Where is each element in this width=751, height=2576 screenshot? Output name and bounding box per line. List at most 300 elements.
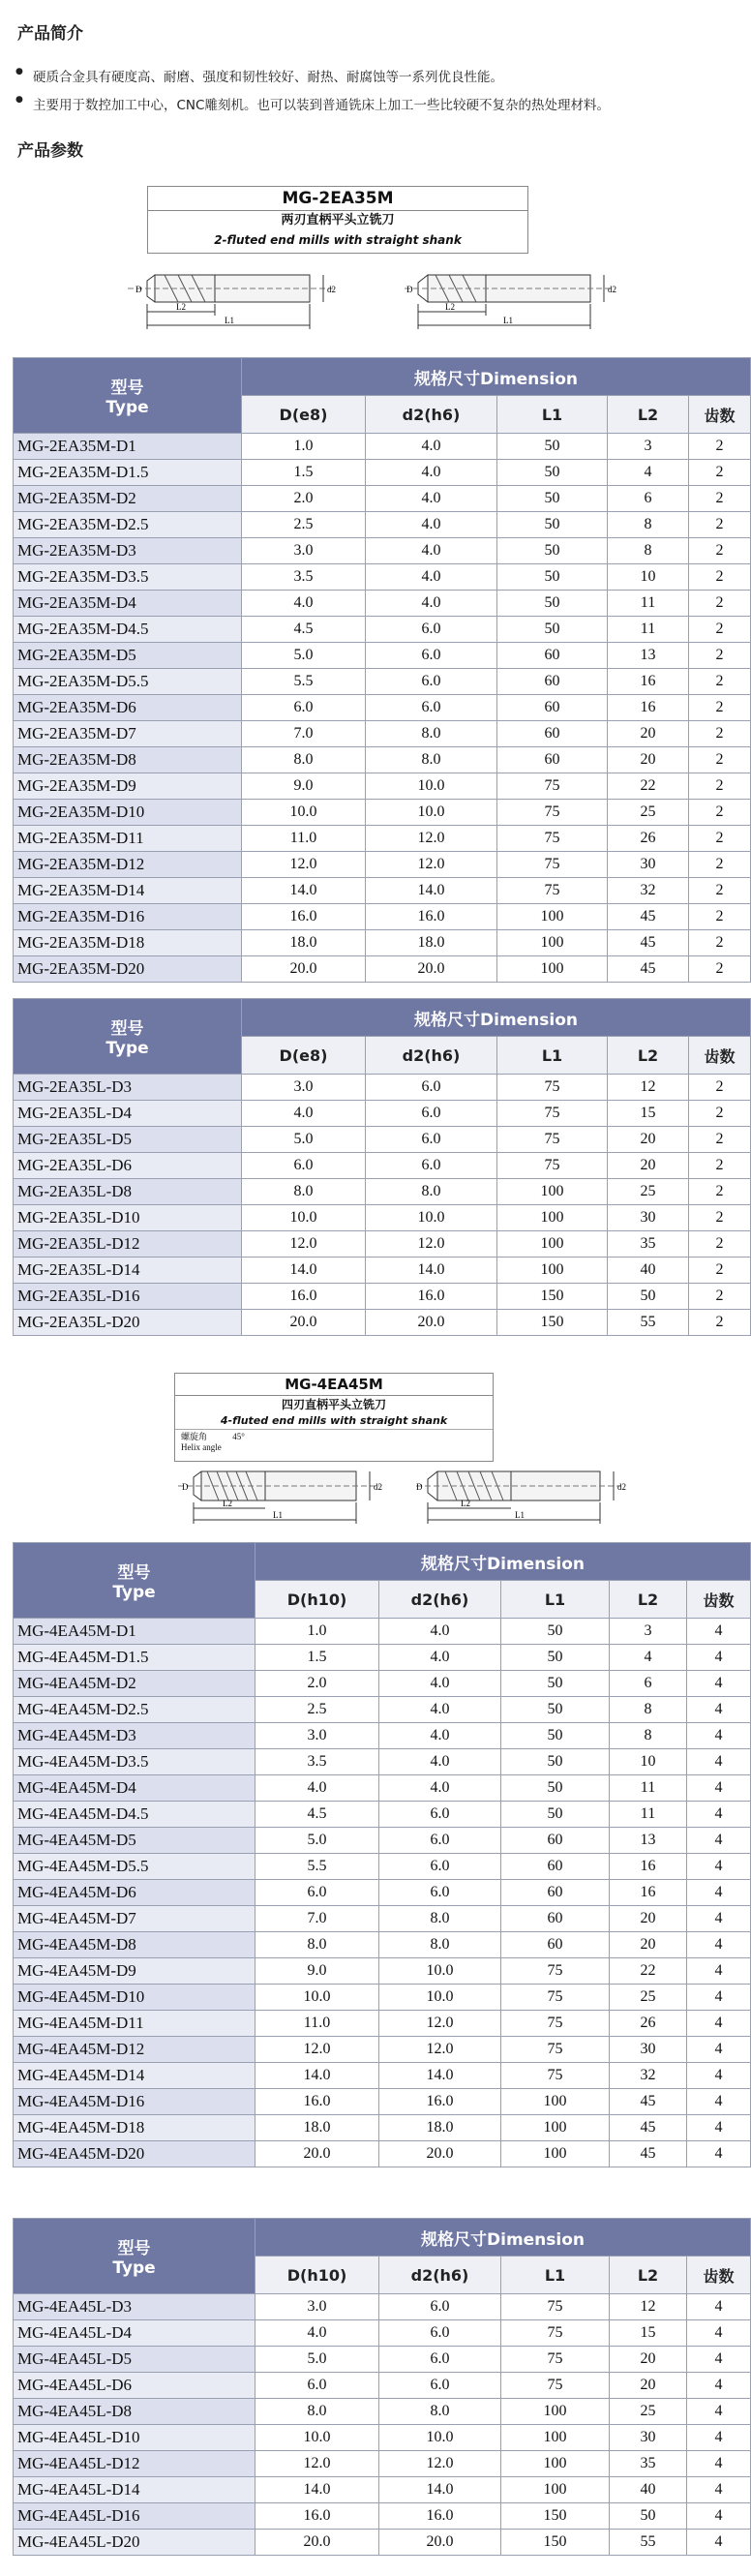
l2-cell: 10 bbox=[608, 564, 689, 591]
d2-cell: 18.0 bbox=[379, 2115, 501, 2141]
d-cell: 2.5 bbox=[255, 1697, 379, 1723]
flutes-cell: 4 bbox=[687, 1906, 751, 1932]
flutes-cell: 4 bbox=[687, 2320, 751, 2347]
d2-cell: 4.0 bbox=[366, 434, 497, 460]
col-header-l1: L1 bbox=[501, 1581, 610, 1619]
l2-cell: 16 bbox=[608, 695, 689, 721]
d2-cell: 20.0 bbox=[379, 2141, 501, 2167]
l1-cell: 75 bbox=[497, 852, 608, 878]
l1-cell: 60 bbox=[501, 1880, 610, 1906]
flutes-cell: 4 bbox=[687, 1880, 751, 1906]
l1-cell: 75 bbox=[501, 2373, 610, 2399]
type-cell: MG-4EA45L-D3 bbox=[14, 2294, 255, 2320]
table-row bbox=[14, 1880, 751, 1906]
end-mill-diagram-2flute-a bbox=[108, 263, 360, 333]
diagram-label-d2: d2 bbox=[327, 285, 336, 294]
col-header-l2: L2 bbox=[610, 1581, 687, 1619]
l1-cell: 150 bbox=[497, 1284, 608, 1310]
type-cell: MG-4EA45M-D2 bbox=[14, 1671, 255, 1697]
l2-cell: 4 bbox=[608, 460, 689, 486]
type-header bbox=[14, 2219, 255, 2294]
d-cell: 5.5 bbox=[242, 669, 366, 695]
flutes-cell: 4 bbox=[687, 1645, 751, 1671]
flutes-cell: 4 bbox=[687, 1932, 751, 1958]
table-row bbox=[14, 460, 751, 486]
type-label-en: Type bbox=[112, 1583, 156, 1602]
flutes-cell: 4 bbox=[687, 2399, 751, 2425]
l1-cell: 75 bbox=[501, 2011, 610, 2037]
d-cell: 3.0 bbox=[255, 1723, 379, 1749]
product-model: MG-2EA35M bbox=[148, 187, 527, 211]
d-cell: 3.5 bbox=[255, 1749, 379, 1775]
d2-cell: 4.0 bbox=[366, 564, 497, 591]
l2-cell: 20 bbox=[610, 2347, 687, 2373]
d-cell: 20.0 bbox=[242, 956, 366, 983]
table-row bbox=[14, 1127, 751, 1153]
flutes-cell: 2 bbox=[689, 878, 751, 904]
col-header-flutes: 齿数 bbox=[689, 1037, 751, 1075]
type-cell: MG-2EA35M-D12 bbox=[14, 852, 242, 878]
flutes-cell: 4 bbox=[687, 2347, 751, 2373]
d2-cell: 6.0 bbox=[379, 2320, 501, 2347]
type-header bbox=[14, 358, 242, 434]
table-row bbox=[14, 1828, 751, 1854]
d-cell: 16.0 bbox=[242, 1284, 366, 1310]
d-cell: 7.0 bbox=[242, 721, 366, 747]
type-cell: MG-2EA35M-D7 bbox=[14, 721, 242, 747]
d-cell: 4.5 bbox=[242, 617, 366, 643]
l1-cell: 100 bbox=[501, 2451, 610, 2477]
diagram-label-d: D bbox=[406, 285, 413, 294]
flutes-cell: 4 bbox=[687, 2503, 751, 2530]
type-cell: MG-2EA35M-D6 bbox=[14, 695, 242, 721]
type-label-cn: 型号 bbox=[117, 1563, 151, 1583]
col-header-d: D(h10) bbox=[255, 1581, 379, 1619]
d2-cell: 14.0 bbox=[379, 2477, 501, 2503]
d-cell: 3.0 bbox=[242, 538, 366, 564]
flutes-cell: 4 bbox=[687, 2089, 751, 2115]
table-row bbox=[14, 773, 751, 800]
type-cell: MG-2EA35L-D14 bbox=[14, 1258, 242, 1284]
type-cell: MG-2EA35L-D5 bbox=[14, 1127, 242, 1153]
type-cell: MG-4EA45M-D4 bbox=[14, 1775, 255, 1802]
end-mill-diagram-4flute-b bbox=[406, 1464, 639, 1528]
d-cell: 3.0 bbox=[242, 1075, 366, 1101]
l1-cell: 50 bbox=[497, 617, 608, 643]
col-header-d: D(h10) bbox=[255, 2257, 379, 2294]
type-cell: MG-4EA45M-D5 bbox=[14, 1828, 255, 1854]
d-cell: 14.0 bbox=[255, 2477, 379, 2503]
l2-cell: 25 bbox=[610, 2399, 687, 2425]
type-cell: MG-4EA45M-D14 bbox=[14, 2063, 255, 2089]
table-row bbox=[14, 2063, 751, 2089]
d-cell: 5.0 bbox=[242, 643, 366, 669]
diagram-label-l1: L1 bbox=[515, 1510, 525, 1520]
l2-cell: 45 bbox=[610, 2115, 687, 2141]
type-cell: MG-4EA45M-D9 bbox=[14, 1958, 255, 1985]
dimension-header: 规格尺寸Dimension bbox=[242, 999, 751, 1037]
l2-cell: 32 bbox=[610, 2063, 687, 2089]
helix-value: 45° bbox=[232, 1432, 245, 1441]
flutes-cell: 4 bbox=[687, 2037, 751, 2063]
flutes-cell: 4 bbox=[687, 1802, 751, 1828]
table-row bbox=[14, 1958, 751, 1985]
l2-cell: 30 bbox=[608, 852, 689, 878]
diagram-label-l1: L1 bbox=[503, 316, 513, 325]
l1-cell: 75 bbox=[497, 1153, 608, 1179]
type-cell: MG-2EA35L-D12 bbox=[14, 1231, 242, 1258]
type-header bbox=[14, 999, 242, 1075]
l2-cell: 35 bbox=[610, 2451, 687, 2477]
col-header-l1: L1 bbox=[501, 2257, 610, 2294]
table-row bbox=[14, 1985, 751, 2011]
d2-cell: 4.0 bbox=[379, 1697, 501, 1723]
flutes-cell: 4 bbox=[687, 2451, 751, 2477]
table-row bbox=[14, 852, 751, 878]
flutes-cell: 4 bbox=[687, 1985, 751, 2011]
flutes-cell: 2 bbox=[689, 1310, 751, 1336]
l2-cell: 32 bbox=[608, 878, 689, 904]
d2-cell: 12.0 bbox=[379, 2011, 501, 2037]
col-header-d: D(e8) bbox=[242, 396, 366, 434]
d2-cell: 16.0 bbox=[366, 904, 497, 930]
product-model: MG-4EA45M bbox=[175, 1374, 493, 1396]
diagram-label-d: D bbox=[135, 285, 142, 294]
product-name-cn: 两刃直柄平头立铣刀 bbox=[281, 213, 395, 227]
table-row bbox=[14, 930, 751, 956]
table-body bbox=[14, 1075, 751, 1336]
diagram-label-l1: L1 bbox=[225, 316, 234, 325]
type-cell: MG-4EA45M-D3.5 bbox=[14, 1749, 255, 1775]
table-row bbox=[14, 2477, 751, 2503]
type-cell: MG-2EA35M-D11 bbox=[14, 826, 242, 852]
l2-cell: 12 bbox=[610, 2294, 687, 2320]
product-name-en: 2-fluted end mills with straight shank bbox=[214, 233, 462, 247]
d-cell: 10.0 bbox=[242, 800, 366, 826]
d-cell: 6.0 bbox=[242, 1153, 366, 1179]
l1-cell: 60 bbox=[497, 747, 608, 773]
table-row bbox=[14, 2503, 751, 2530]
l1-cell: 100 bbox=[497, 904, 608, 930]
flutes-cell: 4 bbox=[687, 1749, 751, 1775]
d-cell: 16.0 bbox=[242, 904, 366, 930]
d2-cell: 6.0 bbox=[379, 2294, 501, 2320]
d2-cell: 6.0 bbox=[366, 1101, 497, 1127]
l2-cell: 13 bbox=[608, 643, 689, 669]
d2-cell: 8.0 bbox=[379, 1906, 501, 1932]
type-cell: MG-2EA35M-D1 bbox=[14, 434, 242, 460]
type-cell: MG-4EA45M-D8 bbox=[14, 1932, 255, 1958]
col-header-d: D(e8) bbox=[242, 1037, 366, 1075]
type-cell: MG-2EA35M-D3 bbox=[14, 538, 242, 564]
table-row bbox=[14, 1284, 751, 1310]
d2-cell: 4.0 bbox=[366, 591, 497, 617]
flutes-cell: 2 bbox=[689, 721, 751, 747]
table-row bbox=[14, 2347, 751, 2373]
flutes-cell: 2 bbox=[689, 1101, 751, 1127]
l1-cell: 100 bbox=[501, 2399, 610, 2425]
type-label-en: Type bbox=[112, 2258, 156, 2278]
l1-cell: 100 bbox=[497, 1179, 608, 1205]
d-cell: 20.0 bbox=[255, 2141, 379, 2167]
d2-cell: 6.0 bbox=[366, 669, 497, 695]
flutes-cell: 2 bbox=[689, 1127, 751, 1153]
d-cell: 3.5 bbox=[242, 564, 366, 591]
d-cell: 11.0 bbox=[242, 826, 366, 852]
d2-cell: 6.0 bbox=[379, 2373, 501, 2399]
d-cell: 6.0 bbox=[242, 695, 366, 721]
table-row bbox=[14, 617, 751, 643]
d2-cell: 8.0 bbox=[366, 747, 497, 773]
d-cell: 7.0 bbox=[255, 1906, 379, 1932]
type-label-cn: 型号 bbox=[117, 2239, 151, 2258]
flutes-cell: 4 bbox=[687, 2530, 751, 2556]
l2-cell: 20 bbox=[608, 1153, 689, 1179]
diagram-label-l2: L2 bbox=[445, 302, 455, 312]
flutes-cell: 2 bbox=[689, 538, 751, 564]
flutes-cell: 2 bbox=[689, 1075, 751, 1101]
flutes-cell: 4 bbox=[687, 1697, 751, 1723]
type-cell: MG-4EA45M-D20 bbox=[14, 2141, 255, 2167]
l1-cell: 50 bbox=[497, 434, 608, 460]
d-cell: 20.0 bbox=[242, 1310, 366, 1336]
d2-cell: 10.0 bbox=[379, 1985, 501, 2011]
l1-cell: 100 bbox=[501, 2115, 610, 2141]
flutes-cell: 2 bbox=[689, 643, 751, 669]
flutes-cell: 4 bbox=[687, 1723, 751, 1749]
flutes-cell: 2 bbox=[689, 591, 751, 617]
d2-cell: 20.0 bbox=[366, 1310, 497, 1336]
type-cell: MG-4EA45M-D2.5 bbox=[14, 1697, 255, 1723]
l1-cell: 60 bbox=[501, 1828, 610, 1854]
type-cell: MG-4EA45M-D10 bbox=[14, 1985, 255, 2011]
d-cell: 16.0 bbox=[255, 2089, 379, 2115]
d2-cell: 14.0 bbox=[366, 1258, 497, 1284]
d2-cell: 14.0 bbox=[379, 2063, 501, 2089]
type-cell: MG-2EA35L-D3 bbox=[14, 1075, 242, 1101]
type-cell: MG-2EA35M-D9 bbox=[14, 773, 242, 800]
type-cell: MG-4EA45L-D8 bbox=[14, 2399, 255, 2425]
table-row bbox=[14, 2037, 751, 2063]
d-cell: 9.0 bbox=[242, 773, 366, 800]
product-header-box-2 bbox=[174, 1373, 494, 1462]
diagram-label-l2: L2 bbox=[461, 1499, 470, 1508]
l1-cell: 50 bbox=[497, 538, 608, 564]
flutes-cell: 2 bbox=[689, 1153, 751, 1179]
table-row bbox=[14, 904, 751, 930]
table-row bbox=[14, 1153, 751, 1179]
l1-cell: 50 bbox=[501, 1802, 610, 1828]
table-row bbox=[14, 564, 751, 591]
table-row bbox=[14, 956, 751, 983]
table-row bbox=[14, 1697, 751, 1723]
d-cell: 16.0 bbox=[255, 2503, 379, 2530]
type-label-cn: 型号 bbox=[110, 379, 144, 398]
l2-cell: 8 bbox=[610, 1697, 687, 1723]
type-cell: MG-2EA35M-D2 bbox=[14, 486, 242, 512]
table-row bbox=[14, 1258, 751, 1284]
diagram-label-d2: d2 bbox=[608, 285, 616, 294]
d-cell: 10.0 bbox=[255, 2425, 379, 2451]
spec-table-2ea35l bbox=[13, 998, 751, 1336]
l2-cell: 25 bbox=[610, 1985, 687, 2011]
d2-cell: 20.0 bbox=[379, 2530, 501, 2556]
d-cell: 10.0 bbox=[255, 1985, 379, 2011]
d2-cell: 20.0 bbox=[366, 956, 497, 983]
l2-cell: 30 bbox=[610, 2037, 687, 2063]
l2-cell: 35 bbox=[608, 1231, 689, 1258]
l2-cell: 26 bbox=[608, 826, 689, 852]
l2-cell: 11 bbox=[610, 1775, 687, 1802]
d-cell: 4.0 bbox=[242, 591, 366, 617]
type-cell: MG-2EA35M-D4 bbox=[14, 591, 242, 617]
d2-cell: 4.0 bbox=[379, 1619, 501, 1645]
table-row bbox=[14, 434, 751, 460]
d-cell: 4.0 bbox=[242, 1101, 366, 1127]
d-cell: 1.5 bbox=[255, 1645, 379, 1671]
type-header bbox=[14, 1543, 255, 1619]
flutes-cell: 4 bbox=[687, 2011, 751, 2037]
d2-cell: 10.0 bbox=[379, 2425, 501, 2451]
flutes-cell: 2 bbox=[689, 747, 751, 773]
params-title: 产品参数 bbox=[17, 141, 83, 161]
type-cell: MG-2EA35L-D6 bbox=[14, 1153, 242, 1179]
l1-cell: 100 bbox=[497, 1205, 608, 1231]
l1-cell: 100 bbox=[501, 2477, 610, 2503]
product-name-cn: 四刃直柄平头立铣刀 bbox=[281, 1398, 386, 1411]
type-cell: MG-2EA35M-D5 bbox=[14, 643, 242, 669]
flutes-cell: 4 bbox=[687, 1958, 751, 1985]
d-cell: 12.0 bbox=[255, 2451, 379, 2477]
type-cell: MG-4EA45M-D12 bbox=[14, 2037, 255, 2063]
flutes-cell: 4 bbox=[687, 2115, 751, 2141]
flutes-cell: 2 bbox=[689, 695, 751, 721]
l2-cell: 8 bbox=[608, 512, 689, 538]
d-cell: 10.0 bbox=[242, 1205, 366, 1231]
table-row bbox=[14, 643, 751, 669]
d-cell: 6.0 bbox=[255, 2373, 379, 2399]
l2-cell: 13 bbox=[610, 1828, 687, 1854]
table-row bbox=[14, 1101, 751, 1127]
table-row bbox=[14, 2294, 751, 2320]
d2-cell: 12.0 bbox=[366, 826, 497, 852]
d2-cell: 4.0 bbox=[366, 486, 497, 512]
l1-cell: 150 bbox=[501, 2503, 610, 2530]
d2-cell: 6.0 bbox=[366, 1127, 497, 1153]
l2-cell: 20 bbox=[608, 1127, 689, 1153]
table-row bbox=[14, 1723, 751, 1749]
d-cell: 12.0 bbox=[255, 2037, 379, 2063]
d2-cell: 12.0 bbox=[379, 2037, 501, 2063]
l1-cell: 100 bbox=[497, 1258, 608, 1284]
l1-cell: 50 bbox=[501, 1645, 610, 1671]
flutes-cell: 2 bbox=[689, 617, 751, 643]
l1-cell: 75 bbox=[501, 1985, 610, 2011]
l2-cell: 20 bbox=[610, 1906, 687, 1932]
l1-cell: 75 bbox=[501, 2037, 610, 2063]
spec-table-4ea45l bbox=[13, 2218, 751, 2556]
l1-cell: 50 bbox=[501, 1671, 610, 1697]
spec-table-4ea45m bbox=[13, 1542, 751, 2167]
l2-cell: 40 bbox=[608, 1258, 689, 1284]
flutes-cell: 2 bbox=[689, 1258, 751, 1284]
flutes-cell: 2 bbox=[689, 669, 751, 695]
end-mill-diagram-4flute-a bbox=[165, 1464, 397, 1528]
flutes-cell: 2 bbox=[689, 434, 751, 460]
intro-bullet-1: ● 硬质合金具有硬度高、耐磨、强度和韧性较好、耐热、耐腐蚀等一系列优良性能。 bbox=[33, 66, 503, 85]
type-cell: MG-4EA45M-D3 bbox=[14, 1723, 255, 1749]
type-label-en: Type bbox=[105, 398, 149, 417]
table-row bbox=[14, 695, 751, 721]
d2-cell: 8.0 bbox=[379, 2399, 501, 2425]
d-cell: 14.0 bbox=[242, 878, 366, 904]
l2-cell: 3 bbox=[608, 434, 689, 460]
type-cell: MG-4EA45L-D5 bbox=[14, 2347, 255, 2373]
table-row bbox=[14, 1671, 751, 1697]
l1-cell: 50 bbox=[501, 1619, 610, 1645]
type-cell: MG-4EA45M-D16 bbox=[14, 2089, 255, 2115]
l1-cell: 100 bbox=[501, 2141, 610, 2167]
d-cell: 8.0 bbox=[255, 1932, 379, 1958]
l2-cell: 25 bbox=[608, 1179, 689, 1205]
type-cell: MG-4EA45L-D12 bbox=[14, 2451, 255, 2477]
d-cell: 4.0 bbox=[255, 2320, 379, 2347]
l2-cell: 12 bbox=[608, 1075, 689, 1101]
intro-title: 产品简介 bbox=[17, 24, 83, 44]
l2-cell: 45 bbox=[608, 930, 689, 956]
l2-cell: 55 bbox=[608, 1310, 689, 1336]
type-cell: MG-4EA45M-D11 bbox=[14, 2011, 255, 2037]
l1-cell: 100 bbox=[497, 930, 608, 956]
diagram-label-l1: L1 bbox=[273, 1510, 283, 1520]
table-row bbox=[14, 1932, 751, 1958]
diagram-label-d2: d2 bbox=[374, 1482, 382, 1492]
d-cell: 18.0 bbox=[242, 930, 366, 956]
table-row bbox=[14, 2115, 751, 2141]
d2-cell: 6.0 bbox=[366, 1075, 497, 1101]
l2-cell: 22 bbox=[610, 1958, 687, 1985]
l2-cell: 20 bbox=[608, 747, 689, 773]
product-header-box-1 bbox=[147, 186, 528, 254]
l2-cell: 45 bbox=[608, 956, 689, 983]
d-cell: 5.0 bbox=[255, 1828, 379, 1854]
l1-cell: 100 bbox=[497, 1231, 608, 1258]
l1-cell: 50 bbox=[501, 1749, 610, 1775]
l1-cell: 50 bbox=[497, 512, 608, 538]
table-row bbox=[14, 2089, 751, 2115]
type-label-cn: 型号 bbox=[110, 1019, 144, 1039]
type-cell: MG-4EA45M-D6 bbox=[14, 1880, 255, 1906]
l1-cell: 60 bbox=[497, 643, 608, 669]
table-row bbox=[14, 486, 751, 512]
table-body bbox=[14, 434, 751, 983]
d2-cell: 4.0 bbox=[379, 1671, 501, 1697]
type-cell: MG-4EA45L-D20 bbox=[14, 2530, 255, 2556]
type-cell: MG-4EA45L-D16 bbox=[14, 2503, 255, 2530]
flutes-cell: 2 bbox=[689, 460, 751, 486]
type-cell: MG-2EA35M-D16 bbox=[14, 904, 242, 930]
table-row bbox=[14, 1310, 751, 1336]
table-row bbox=[14, 800, 751, 826]
d-cell: 8.0 bbox=[255, 2399, 379, 2425]
d-cell: 8.0 bbox=[242, 1179, 366, 1205]
type-cell: MG-2EA35M-D2.5 bbox=[14, 512, 242, 538]
d-cell: 9.0 bbox=[255, 1958, 379, 1985]
flutes-cell: 2 bbox=[689, 1231, 751, 1258]
d2-cell: 10.0 bbox=[379, 1958, 501, 1985]
d-cell: 5.0 bbox=[255, 2347, 379, 2373]
d-cell: 2.5 bbox=[242, 512, 366, 538]
